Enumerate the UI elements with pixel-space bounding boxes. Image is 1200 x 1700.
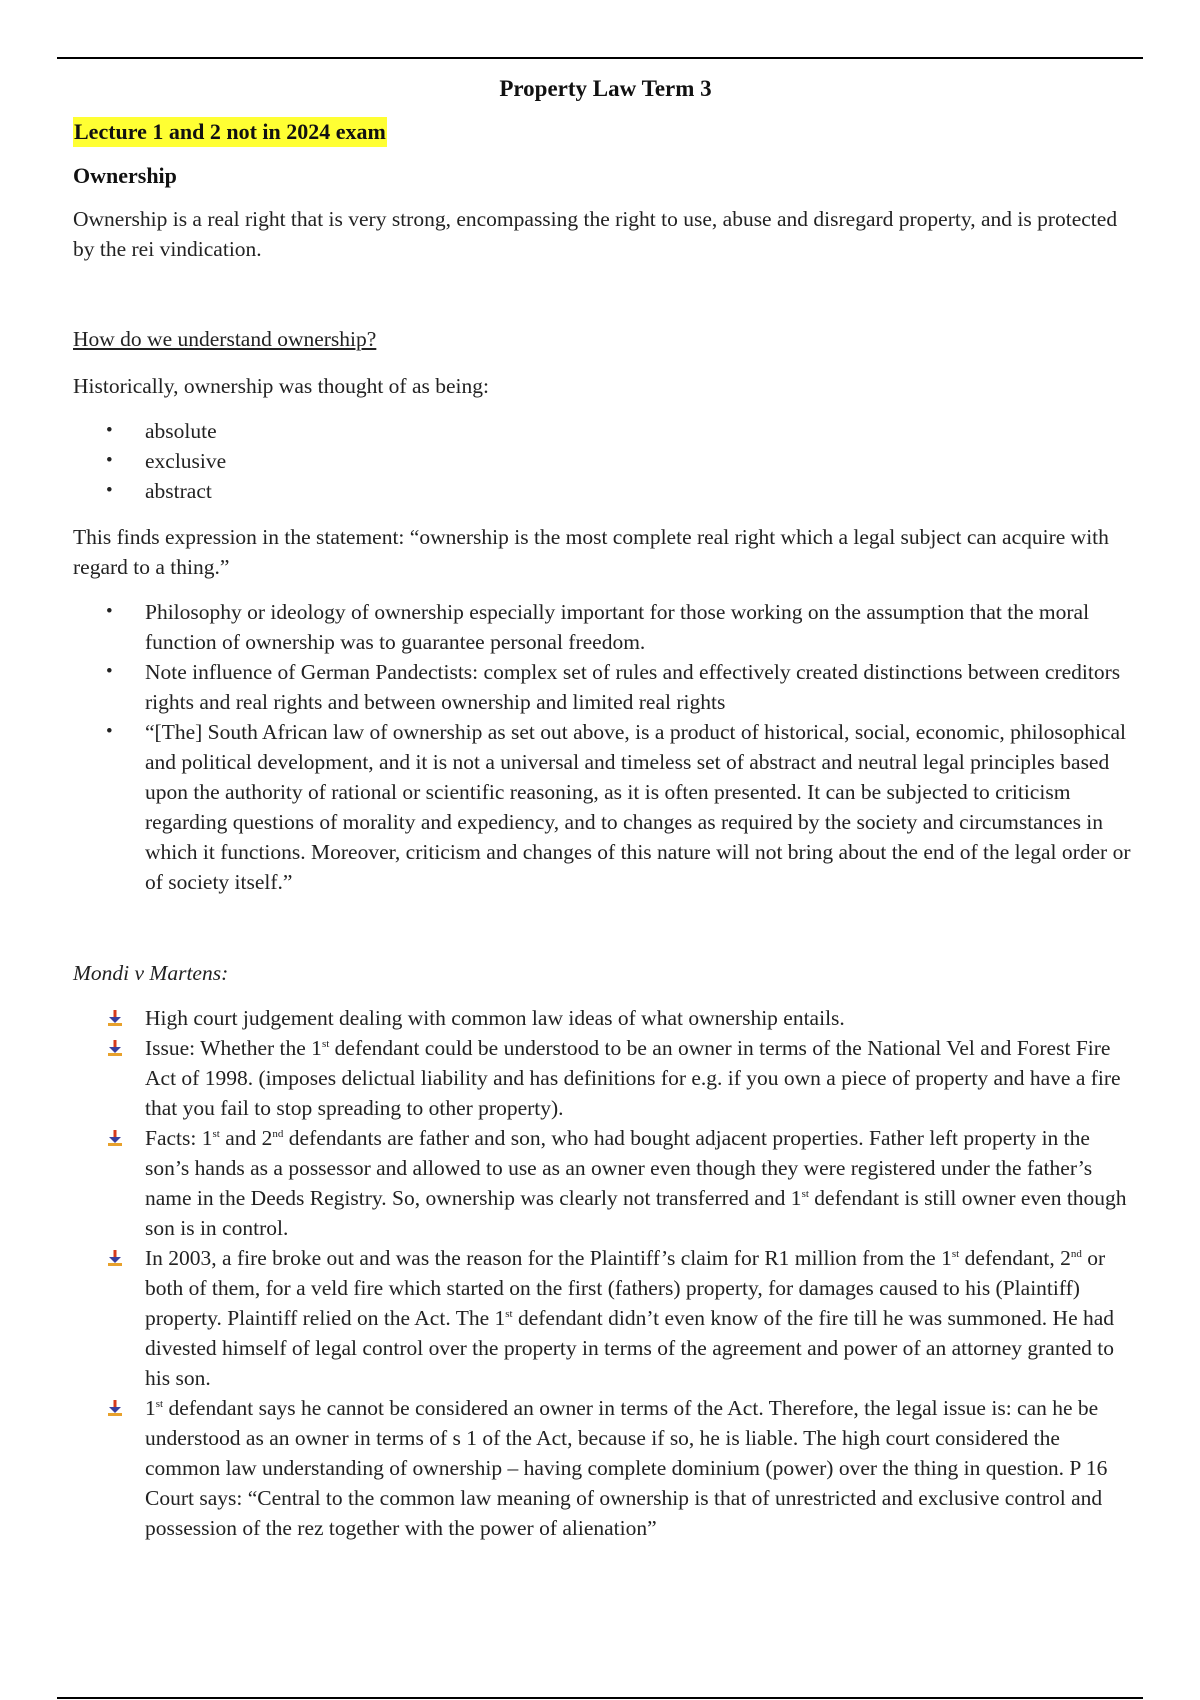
notes-list — [73, 597, 1138, 897]
list-item: High court judgement dealing with common law ideas of what ownership entails. — [73, 1003, 1138, 1033]
page-title: Property Law Term 3 — [499, 76, 712, 101]
arrow-down-icon — [107, 1040, 123, 1056]
definition-paragraph: Ownership is a real right that is very strong, encompassing the right to use, abuse and disregard property, and is protected by the rei vindication. — [73, 207, 1118, 261]
list-item: • Note influence of German Pandectists: complex set of rules and effectively created distinctions between creditors rights and real rights and between ownership and limited real rights — [73, 657, 1138, 717]
arrow-down-icon — [107, 1130, 123, 1146]
bottom-rule — [57, 1697, 1143, 1699]
list-item: • exclusive — [73, 446, 1138, 476]
list-item: • abstract — [73, 476, 1138, 506]
bullet-icon: • — [106, 420, 113, 441]
list-item: • absolute — [73, 416, 1138, 446]
exam-note: Lecture 1 and 2 not in 2024 exam — [73, 117, 387, 147]
arrow-down-icon — [107, 1400, 123, 1416]
case-points-list — [73, 1003, 1138, 1543]
list-item: In 2003, a fire broke out and was the reason for the Plaintiff’s claim for R1 million from the 1st defendant, 2nd or both of them, for a veld fire which started on the first (fathers) property, for damages caused to his (Plaintiff) property. Plaintiff relied on the Act. The 1st defendant didn’t even know of the fire till he was summoned. He had divested himself of legal control over the property in terms of the agreement and power of an attorney granted to his son. — [73, 1243, 1138, 1393]
bullet-icon: • — [106, 480, 113, 501]
intro-paragraph: Historically, ownership was thought of as being: — [73, 374, 489, 398]
list-item: • Philosophy or ideology of ownership especially important for those working on the assumption that the moral function of ownership was to guarantee personal freedom. — [73, 597, 1138, 657]
arrow-down-icon — [107, 1010, 123, 1026]
bullet-icon: • — [106, 601, 113, 622]
qualities-list — [73, 416, 1138, 506]
section-heading: Ownership — [73, 163, 177, 188]
list-item: 1st defendant says he cannot be considered an owner in terms of the Act. Therefore, the legal issue is: can he be understood as an owner in terms of s 1 of the Act, because if so, he is liable. The high court considered the common law understanding of ownership – having complete dominium (power) over the thing in question. P 16 Court says: “Central to the common law meaning of ownership is that of unrestricted and exclusive control and possession of the rez together with the power of alienation” — [73, 1393, 1138, 1543]
statement-paragraph: This finds expression in the statement: “ownership is the most complete real right which a legal subject can acquire with regard to a thing.” — [73, 525, 1109, 579]
bullet-icon: • — [106, 721, 113, 742]
subheading: How do we understand ownership? — [73, 327, 377, 351]
document-page — [73, 70, 1138, 1543]
bullet-icon: • — [106, 661, 113, 682]
list-item: • “[The] South African law of ownership as set out above, is a product of historical, social, economic, philosophical and political development, and it is not a universal and timeless set of abstract and neutral legal principles based upon the authority of rational or scientific reasoning, as it is often presented. It can be subjected to criticism regarding questions of morality and expediency, and to changes as required by the society and circumstances in which it functions. Moreover, criticism and changes of this nature will not bring about the end of the legal order or of society itself.” — [73, 717, 1138, 897]
case-title: Mondi v Martens: — [73, 961, 229, 985]
top-rule — [57, 57, 1143, 59]
list-item: Issue: Whether the 1st defendant could be understood to be an owner in terms of the National Vel and Forest Fire Act of 1998. (imposes delictual liability and has definitions for e.g. if you own a piece of property and have a fire that you fail to stop spreading to other property). — [73, 1033, 1138, 1123]
arrow-down-icon — [107, 1250, 123, 1266]
bullet-icon: • — [106, 450, 113, 471]
list-item: Facts: 1st and 2nd defendants are father and son, who had bought adjacent properties. Father left property in the son’s hands as a possessor and allowed to use as an owner even though they were registered under the father’s name in the Deeds Registry. So, ownership was clearly not transferred and 1st defendant is still owner even though son is in control. — [73, 1123, 1138, 1243]
